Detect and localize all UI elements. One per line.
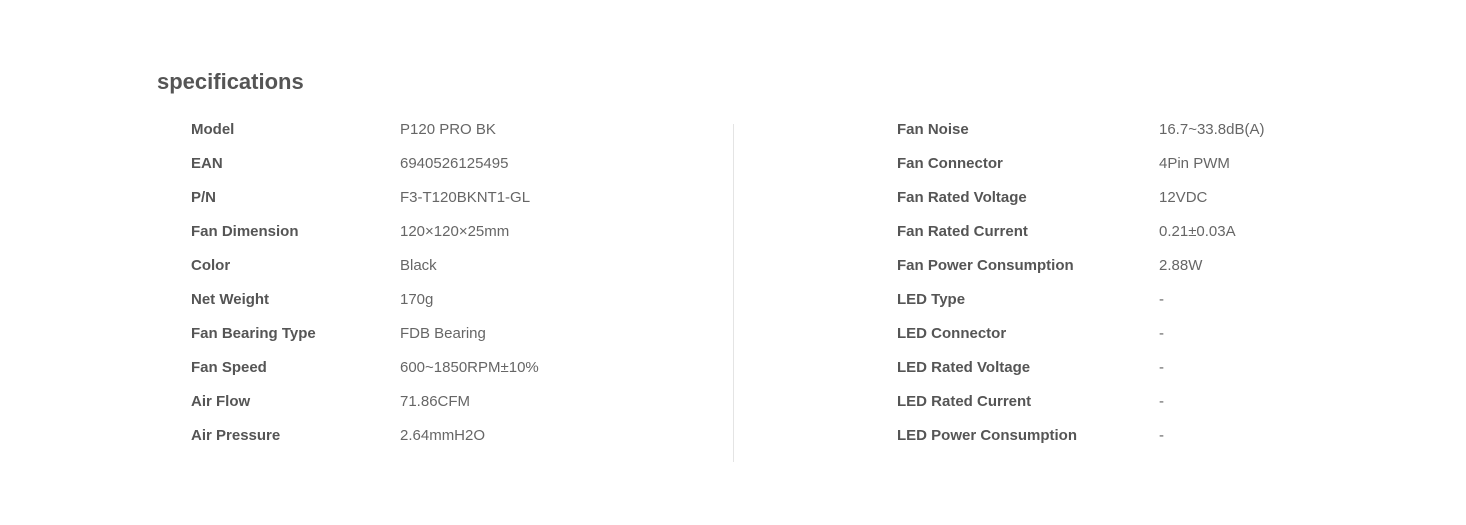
spec-value: P120 PRO BK bbox=[400, 121, 496, 138]
spec-row-ean bbox=[191, 147, 711, 181]
column-divider bbox=[733, 124, 734, 462]
spec-row-fan-power-consumption bbox=[897, 249, 1417, 283]
spec-label: Net Weight bbox=[191, 291, 270, 308]
spec-label: EAN bbox=[191, 155, 223, 172]
spec-value: Black bbox=[400, 257, 437, 274]
spec-row-net-weight bbox=[191, 283, 711, 317]
spec-label: Air Pressure bbox=[191, 427, 281, 444]
spec-label: Fan Power Consumption bbox=[897, 257, 1074, 274]
spec-value: - bbox=[1159, 427, 1164, 444]
spec-value: - bbox=[1159, 291, 1164, 308]
spec-label: Fan Rated Voltage bbox=[897, 189, 1027, 206]
specs-left-column bbox=[191, 113, 711, 453]
spec-label: LED Connector bbox=[897, 325, 1007, 342]
spec-row-fan-rated-current bbox=[897, 215, 1417, 249]
spec-value: 6940526125495 bbox=[400, 155, 509, 172]
spec-label: P/N bbox=[191, 189, 217, 206]
spec-label: Fan Connector bbox=[897, 155, 1003, 172]
spec-row-led-power-consumption bbox=[897, 419, 1417, 453]
spec-value: 120×120×25mm bbox=[400, 223, 510, 240]
spec-label: LED Rated Voltage bbox=[897, 359, 1031, 376]
spec-value: 170g bbox=[400, 291, 434, 308]
specs-right-column bbox=[897, 113, 1417, 453]
spec-row-led-rated-voltage bbox=[897, 351, 1417, 385]
spec-value: 4Pin PWM bbox=[1159, 155, 1230, 172]
spec-row-color bbox=[191, 249, 711, 283]
spec-value: 2.88W bbox=[1159, 257, 1203, 274]
spec-row-fan-bearing-type bbox=[191, 317, 711, 351]
spec-label: Fan Noise bbox=[897, 121, 969, 138]
spec-label: LED Power Consumption bbox=[897, 427, 1077, 444]
spec-label: LED Type bbox=[897, 291, 966, 308]
spec-row-led-rated-current bbox=[897, 385, 1417, 419]
spec-label: Air Flow bbox=[191, 393, 251, 410]
spec-value: FDB Bearing bbox=[400, 325, 486, 342]
spec-row-air-pressure bbox=[191, 419, 711, 453]
section-title: specifications bbox=[157, 69, 304, 94]
spec-value: 600~1850RPM±10% bbox=[400, 359, 539, 376]
spec-label: Fan Rated Current bbox=[897, 223, 1028, 240]
spec-label: Fan Dimension bbox=[191, 223, 299, 240]
spec-label: Fan Bearing Type bbox=[191, 325, 316, 342]
spec-value: - bbox=[1159, 325, 1164, 342]
spec-value: 16.7~33.8dB(A) bbox=[1159, 121, 1265, 138]
spec-row-air-flow bbox=[191, 385, 711, 419]
spec-label: Fan Speed bbox=[191, 359, 267, 376]
spec-row-fan-dimension bbox=[191, 215, 711, 249]
spec-row-fan-speed bbox=[191, 351, 711, 385]
spec-value: 2.64mmH2O bbox=[400, 427, 486, 444]
spec-row-led-type bbox=[897, 283, 1417, 317]
spec-row-model bbox=[191, 113, 711, 147]
spec-row-fan-noise bbox=[897, 113, 1417, 147]
spec-value: 71.86CFM bbox=[400, 393, 471, 410]
spec-row-fan-rated-voltage bbox=[897, 181, 1417, 215]
spec-label: LED Rated Current bbox=[897, 393, 1032, 410]
spec-value: - bbox=[1159, 393, 1164, 410]
spec-value: 0.21±0.03A bbox=[1159, 223, 1236, 240]
spec-value: F3-T120BKNT1-GL bbox=[400, 189, 531, 206]
spec-value: - bbox=[1159, 359, 1164, 376]
spec-row-led-connector bbox=[897, 317, 1417, 351]
spec-value: 12VDC bbox=[1159, 189, 1208, 206]
spec-row-pn bbox=[191, 181, 711, 215]
spec-label: Color bbox=[191, 257, 231, 274]
spec-row-fan-connector bbox=[897, 147, 1417, 181]
spec-label: Model bbox=[191, 121, 235, 138]
